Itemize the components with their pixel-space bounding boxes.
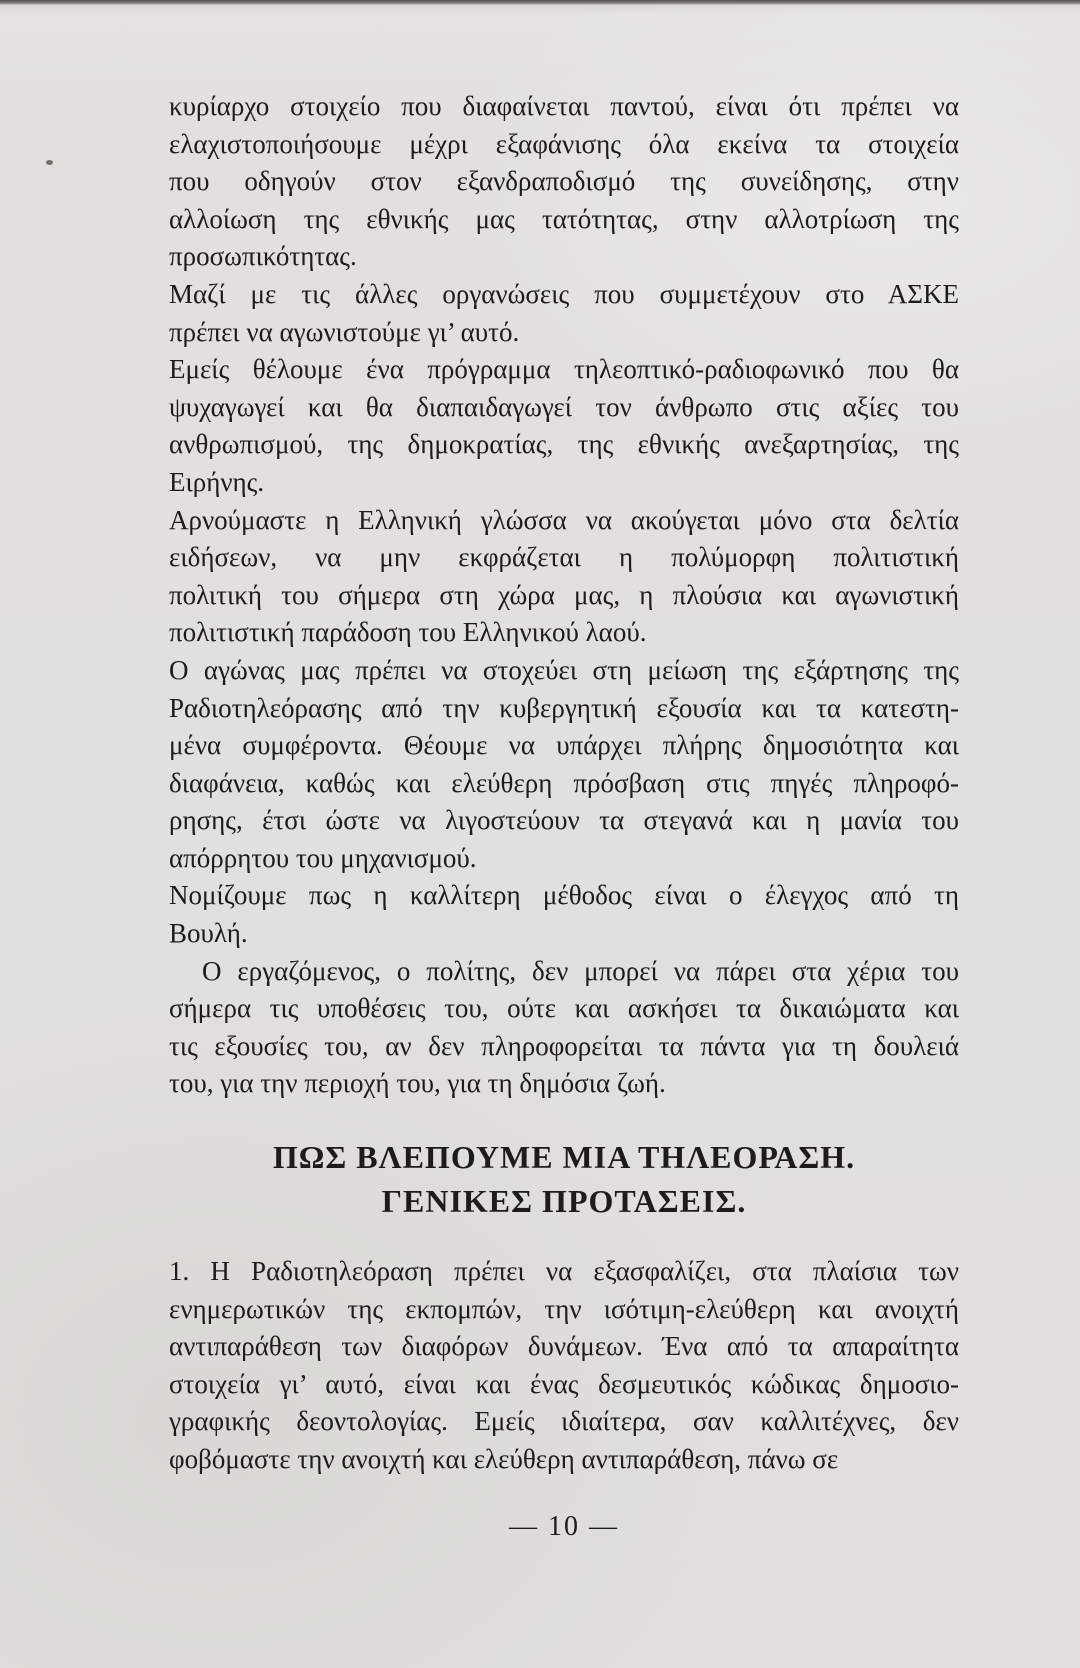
body-line: ανθρωπισμού, της δημοκρατίας, της εθνικής ανεξαρτησίας, της (169, 429, 959, 460)
body-line: κυρίαρχο στοιχείο που διαφαίνεται παντού, είναι ότι πρέπει να (169, 91, 959, 121)
section-heading-line-1: ΠΩΣ ΒΛΕΠΟΥΜΕ ΜΙΑ ΤΗΛΕΟΡΑΣΗ. (272, 1139, 856, 1176)
page-number: — 10 — (509, 1511, 619, 1542)
text-block (169, 88, 959, 1479)
body-line: γραφικής δεοντολογίας. Εμείς ιδιαίτερα, σαν καλλιτέχνες, δεν (169, 1406, 959, 1437)
body-line: διαφάνεια, καθώς και ελεύθερη πρόσβαση στις πηγές πληροφό- (169, 767, 959, 798)
body-line: Ο εργαζόμενος, ο πολίτης, δεν μπορεί να πάρει στα χέρια του (202, 955, 959, 986)
body-line: Αρνούμαστε η Ελληνική γλώσσα να ακούγεται μόνο στα δελτία (169, 504, 959, 535)
section-heading (169, 1135, 959, 1223)
body-line: Ο αγώνας μας πρέπει να στοχεύει στη μείωση της εξάρτησης της (169, 654, 959, 685)
body-line: τις εξουσίες του, αν δεν πληροφορείται τα πάντα για τη δουλειά (169, 1030, 959, 1061)
body-line: Ειρήνης. (169, 466, 265, 497)
body-line: φοβόμαστε την ανοιχτή και ελεύθερη αντιπαράθεση, πάνω σε (169, 1444, 839, 1474)
body-line: αντιπαράθεση των διαφόρων δυνάμεων. Ένα από τα απαραίτητα (169, 1331, 959, 1362)
section-heading-line-2: ΓΕΝΙΚΕΣ ΠΡΟΤΑΣΕΙΣ. (381, 1183, 747, 1220)
body-line: πρέπει να αγωνιστούμε γι’ αυτό. (169, 316, 520, 347)
body-line: Εμείς θέλουμε ένα πρόγραμμα τηλεοπτικό-ραδιοφωνικό που θα (169, 354, 959, 385)
body-line: Μαζί με τις άλλες οργανώσεις που συμμετέχουν στο ΑΣΚΕ (169, 278, 959, 309)
body-line: πολιτιστική παράδοση του Ελληνικού λαού. (169, 617, 647, 648)
body-line: ρησης, έτσι ώστε να λιγοστεύουν τα στεγανά και η μανία του (169, 805, 959, 836)
body-line: Νομίζουμε πως η καλλίτερη μέθοδος είναι ο έλεγχος από τη (169, 880, 959, 911)
body-line: στοιχεία γι’ αυτό, είναι και ένας δεσμευτικός κώδικας δημοσιο- (169, 1368, 959, 1399)
body-line: Βουλή. (169, 918, 248, 949)
body-line: προσωπικότητας. (169, 241, 357, 272)
body-line: ειδήσεων, να μην εκφράζεται η πολύμορφη πολιτιστική (169, 542, 959, 573)
body-line: ενημερωτικών της εκπομπών, την ισότιμη-ελεύθερη και ανοιχτή (169, 1293, 959, 1324)
body-line: του, για την περιοχή του, για τη δημόσια ζωή. (169, 1068, 666, 1099)
scan-speck (46, 160, 53, 165)
body-line: μένα συμφέροντα. Θέουμε να υπάρχει πλήρης δημοσιότητα και (169, 730, 959, 761)
body-line: πολιτική του σήμερα στη χώρα μας, η πλούσια και αγωνιστική (169, 579, 959, 610)
body-line: ψυχαγωγεί και θα διαπαιδαγωγεί τον άνθρωπο στις αξίες του (169, 391, 959, 422)
body-line: που οδηγούν στον εξανδραποδισμό της συνείδησης, στην (169, 166, 959, 197)
body-line: ελαχιστοποιήσουμε μέχρι εξαφάνισης όλα εκείνα τα στοιχεία (169, 128, 959, 159)
body-line: Ραδιοτηλεόρασης από την κυβεργητική εξουσία και τα κατεστη- (169, 692, 959, 723)
body-line: αλλοίωση της εθνικής μας τατότητας, στην αλλοτρίωση της (169, 203, 959, 234)
body-line: απόρρητου του μηχανισμού. (169, 842, 477, 873)
scan-top-edge (0, 0, 1080, 5)
body-line: 1. Η Ραδιοτηλεόραση πρέπει να εξασφαλίζει, στα πλαίσια των (169, 1256, 959, 1287)
body-line: σήμερα τις υποθέσεις του, ούτε και ασκήσει τα δικαιώματα και (169, 993, 959, 1024)
